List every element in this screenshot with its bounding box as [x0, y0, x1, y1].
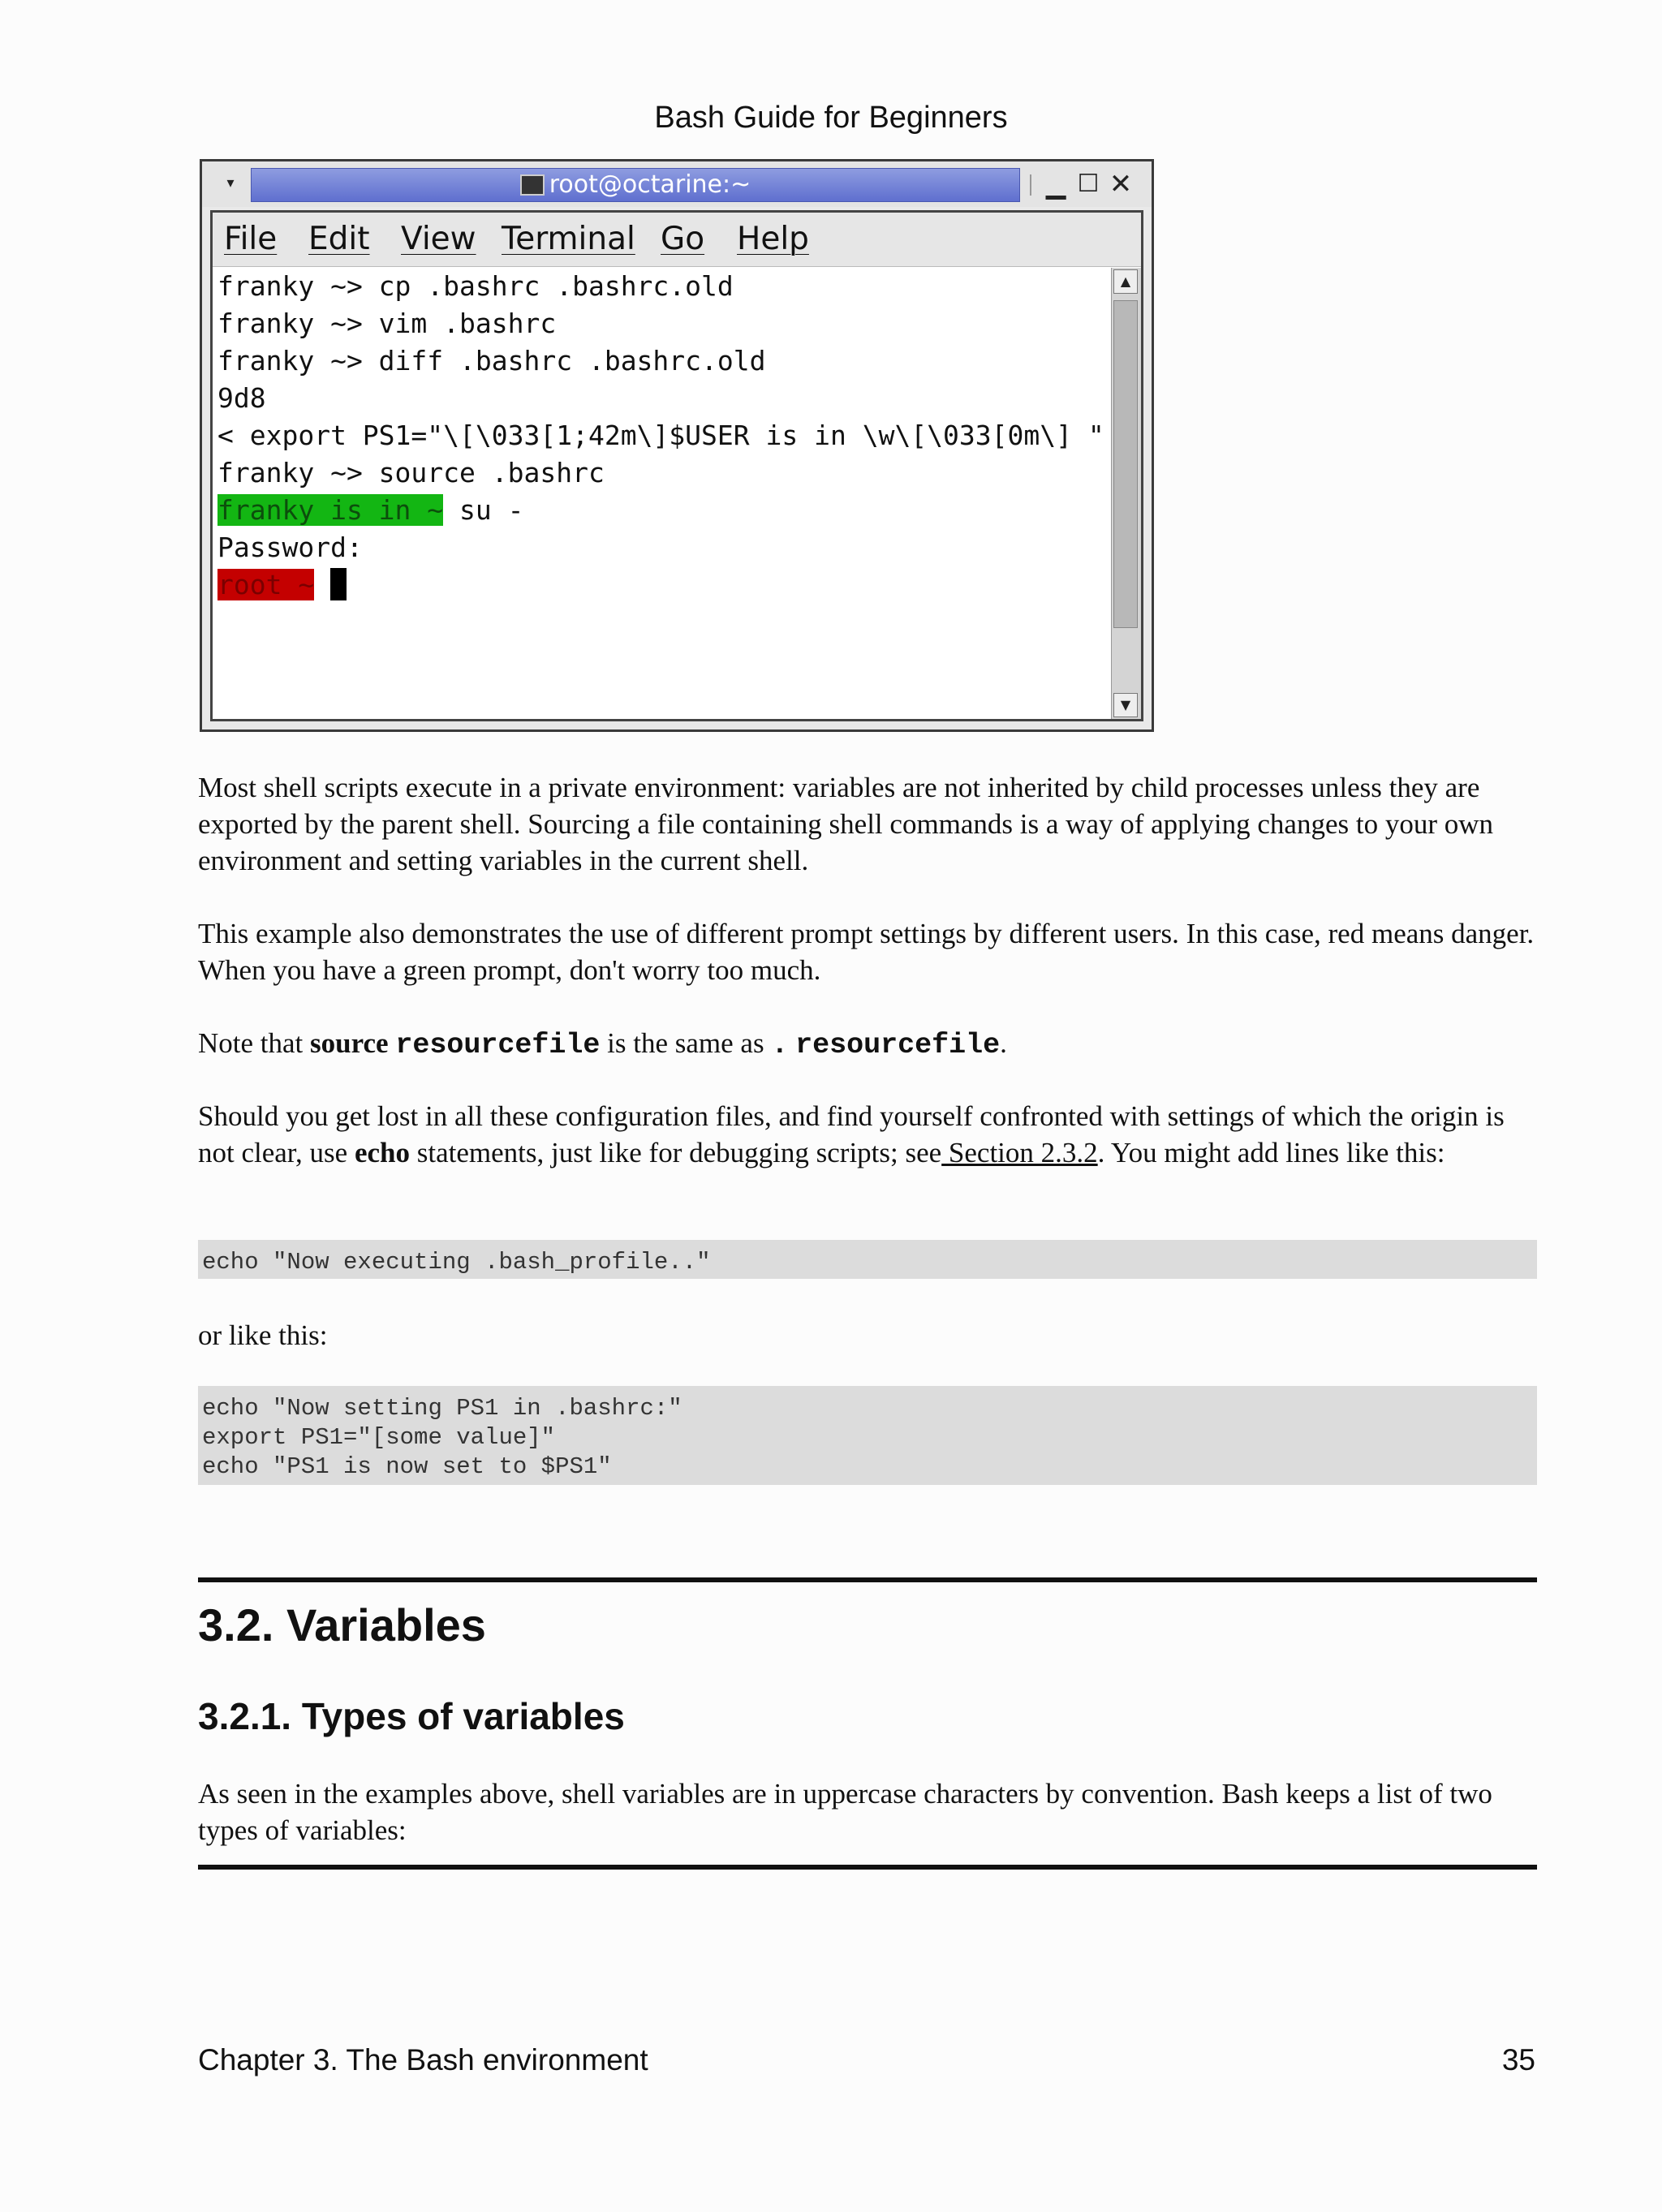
scroll-up-icon[interactable]: ▲: [1113, 269, 1138, 294]
code-resourcefile: resourcefile: [795, 1029, 1001, 1061]
window-menu-icon[interactable]: ▾: [226, 174, 235, 192]
terminal-menubar: [213, 213, 1141, 267]
section-heading: 3.2. Variables: [198, 1599, 486, 1650]
page-number: 35: [1501, 2043, 1535, 2076]
terminal-line: franky ~> diff .bashrc .bashrc.old: [217, 345, 766, 377]
paragraph: This example also demonstrates the use of different prompt settings by different users. In this case, red means danger. When you have a green prompt, don't worry too much.: [198, 918, 1535, 986]
maximize-icon[interactable]: ☐: [1077, 170, 1100, 198]
green-prompt: franky is in ~: [217, 494, 444, 526]
close-icon[interactable]: ✕: [1109, 168, 1133, 200]
menu-view[interactable]: View: [401, 221, 476, 257]
terminal-line: franky ~> source .bashrc: [217, 457, 605, 488]
text: . You might add lines like this:: [1097, 1137, 1445, 1168]
minimize-icon[interactable]: ▁: [1045, 169, 1066, 200]
paragraph: Most shell scripts execute in a private environment: variables are not inherited by child processes unless they are exported by the parent shell. Sourcing a file containing shell commands is a way of applying changes to your own environment and setting variables in the current shell.: [198, 772, 1494, 876]
paragraph: As seen in the examples above, shell variables are in uppercase characters by convention. Bash keeps a list of two types of variables:: [198, 1778, 1492, 1846]
terminal-line-red-prompt: [217, 566, 347, 604]
terminal-line: Password:: [217, 531, 363, 563]
command-dot: .: [771, 1029, 789, 1061]
paragraph: [198, 1025, 1537, 1064]
text: Should you get lost in all these configuration files, and find yourself confronted with settings of which the origin is not clear, use: [198, 1100, 1505, 1168]
running-header: Bash Guide for Beginners: [654, 101, 1008, 135]
text: .: [1000, 1027, 1007, 1059]
window-title: root@octarine:~: [549, 170, 751, 199]
menu-edit[interactable]: Edit: [308, 221, 370, 257]
titlebar-separator: [1030, 174, 1031, 196]
window-title-bar: [251, 168, 1020, 202]
section-rule: [198, 1865, 1537, 1870]
terminal-screenshot: [200, 159, 1154, 732]
menu-go[interactable]: Go: [661, 221, 705, 257]
terminal-line: franky ~> vim .bashrc: [217, 308, 557, 339]
paragraph: [198, 1098, 1537, 1171]
red-prompt: root ~: [217, 569, 315, 600]
su-command: su -: [443, 494, 524, 526]
scroll-down-icon[interactable]: ▼: [1113, 693, 1138, 717]
text: statements, just like for debugging scripts; see: [410, 1137, 942, 1168]
code-block: echo "Now setting PS1 in .bashrc:" export PS1="[some value]" echo "PS1 is now set to $PS1": [198, 1386, 1537, 1485]
code-resourcefile: resourcefile: [395, 1029, 601, 1061]
terminal-screen[interactable]: [213, 268, 1120, 719]
scroll-thumb[interactable]: [1113, 300, 1138, 628]
command-source: source: [310, 1027, 389, 1059]
terminal-line-green-prompt: [217, 492, 524, 529]
menu-help[interactable]: Help: [737, 221, 809, 257]
terminal-body: [210, 210, 1143, 721]
code-block: echo "Now executing .bash_profile..": [198, 1240, 1537, 1279]
subsection-heading: 3.2.1. Types of variables: [198, 1695, 625, 1737]
terminal-line: franky ~> cp .bashrc .bashrc.old: [217, 270, 734, 302]
terminal-line: < export PS1="\[\033[1;42m\]$USER is in \w\[\033[0m\] ": [217, 420, 1104, 451]
terminal-scrollbar[interactable]: [1111, 268, 1141, 719]
menu-file[interactable]: File: [224, 221, 278, 257]
text-cursor: [330, 568, 347, 600]
menu-terminal[interactable]: Terminal: [502, 221, 635, 257]
terminal-line: 9d8: [217, 382, 266, 414]
text: Note that: [198, 1027, 311, 1059]
text: is the same as: [600, 1027, 772, 1059]
terminal-titlebar: [202, 161, 1152, 207]
terminal-icon: [520, 174, 545, 196]
footer-chapter: Chapter 3. The Bash environment: [198, 2043, 648, 2076]
command-echo: echo: [354, 1137, 411, 1168]
section-link[interactable]: Section 2.3.2: [941, 1137, 1098, 1168]
paragraph: or like this:: [198, 1319, 328, 1351]
section-rule: [198, 1577, 1537, 1582]
